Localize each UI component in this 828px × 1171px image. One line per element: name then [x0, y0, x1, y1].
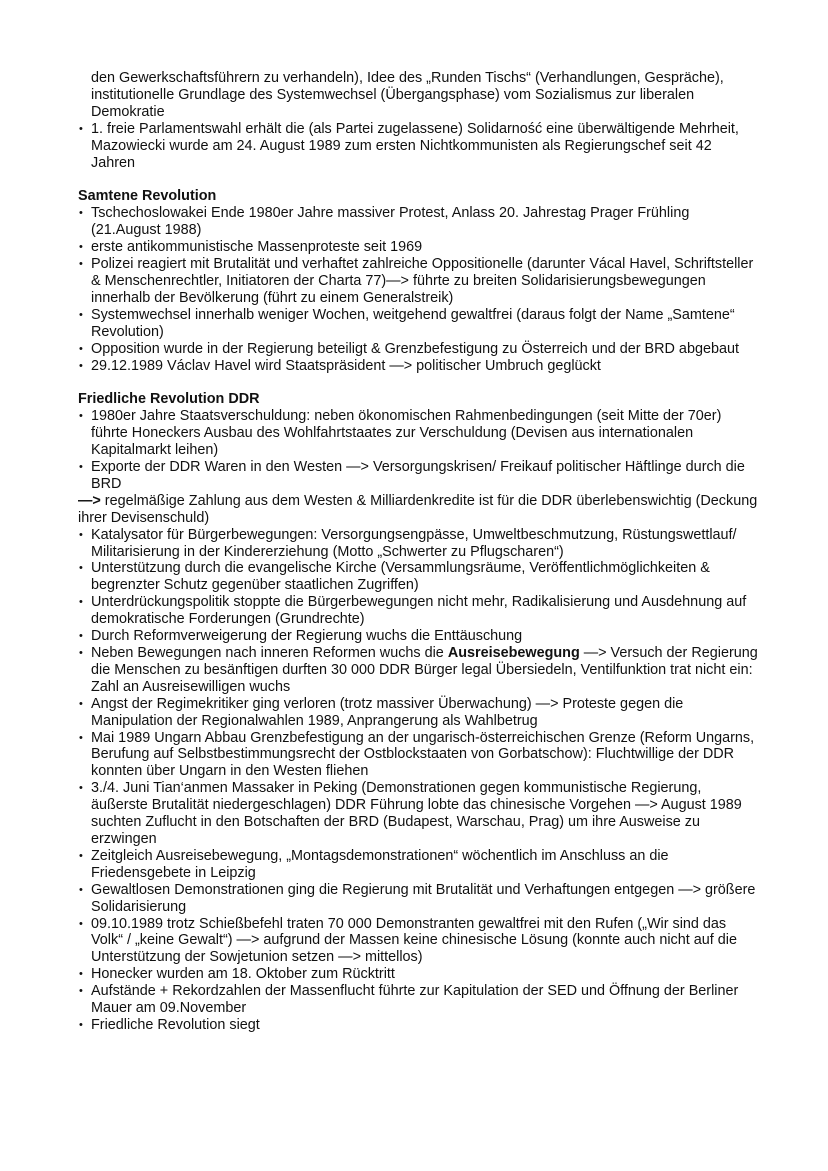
section-heading-friedliche-revolution: Friedliche Revolution DDR [78, 391, 260, 408]
ausreise-text-after: —> Versuch der Regierung die Menschen zu besänftigen durften 30 000 DDR Bürger legal Übersiedeln, Ventilfunktion trat nicht ein: Zahl an Ausreisewilligen wuchs [91, 645, 758, 695]
list-item: • Durch Reformverweigerung der Regierung wuchs die Enttäuschung [78, 628, 758, 645]
list-item: • 3./4. Juni Tian‘anmen Massaker in Peking (Demonstrationen gegen kommunistische Regierung, äußerste Brutalität niedergeschlagen) DDR Führung lobte das chinesische Vorgehen —> August 1989 suchten Zuflucht in den Botschaften der BRD (Budapest, Warschau, Prag) um ihre Ausweise zu erzwingen [78, 780, 758, 848]
list-item: • 1980er Jahre Staatsverschuldung: neben ökonomischen Rahmenbedingungen (seit Mitte der 70er) führte Honeckers Ausbau des Wohlfahrtstaates zur Verschuldung (Devisen aus internationalen Kapitalmarkt leihen) [78, 408, 758, 459]
list-item: • Opposition wurde in der Regierung beteiligt & Grenzbefestigung zu Österreich und der BRD abgebaut [78, 341, 758, 358]
ddr-list-b [78, 527, 758, 1034]
list-item: • Gewaltlosen Demonstrationen ging die Regierung mit Brutalität und Verhaftungen entgegen —> größere Solidarisierung [78, 882, 758, 916]
document-body [78, 70, 758, 1034]
list-item-ausreisebewegung [78, 645, 758, 696]
intro-list [78, 121, 758, 172]
list-item: • 1. freie Parlamentswahl erhält die (als Partei zugelassene) Solidarność eine überwältigende Mehrheit, Mazowiecki wurde am 24. August 1989 zum ersten Nichtkommunisten als Regierungschef seit 42 Jahren [78, 121, 758, 172]
list-item: • Honecker wurden am 18. Oktober zum Rücktritt [78, 966, 758, 983]
samtene-revolution-list [78, 205, 758, 374]
list-item: • Katalysator für Bürgerbewegungen: Versorgungsengpässe, Umweltbeschmutzung, Rüstungswettlauf/ Militarisierung in der Kindererziehung (Motto „Schwerter zu Pflugscharen“) [78, 527, 758, 561]
ausreise-bold-term: Ausreisebewegung [447, 645, 580, 661]
note-text: regelmäßige Zahlung aus dem Westen & Milliardenkredite ist für die DDR überlebenswichtig (Deckung ihrer Devisenschuld) [78, 492, 758, 526]
arrow-marker: —> [78, 492, 101, 509]
list-item: • Tschechoslowakei Ende 1980er Jahre massiver Protest, Anlass 20. Jahrestag Prager Frühling (21.August 1988) [78, 205, 758, 239]
list-item: • Aufstände + Rekordzahlen der Massenflucht führte zur Kapitulation der SED und Öffnung der Berliner Mauer am 09.November [78, 983, 758, 1017]
list-item: • Mai 1989 Ungarn Abbau Grenzbefestigung an der ungarisch-österreichischen Grenze (Reform Ungarns, Berufung auf Selbstbestimmungsrecht der Ostblockstaaten von Gorbatschow): Fluchtwillige der DDR konnten über Ungarn in den Westen fliehen [78, 730, 758, 781]
ddr-list-a [78, 408, 758, 493]
intro-continuation: den Gewerkschaftsführern zu verhandeln), Idee des „Runden Tischs“ (Verhandlungen, Gespräche), institutionelle Grundlage des Systemwechsel (Übergangsphase) vom Sozialismus zur liberalen Demokratie [91, 70, 724, 120]
note-paragraph [78, 493, 758, 527]
list-item: • Unterdrückungspolitik stoppte die Bürgerbewegungen nicht mehr, Radikalisierung und Ausdehnung auf demokratische Forderungen (Grundrechte) [78, 594, 758, 628]
section-heading-samtene-revolution: Samtene Revolution [78, 188, 217, 205]
list-item: • Polizei reagiert mit Brutalität und verhaftet zahlreiche Oppositionelle (darunter Vácal Havel, Schriftsteller & Menschenrechtler, Initiatoren der Charta 77)—> führte zu breiten Solidarisierungsbewegungen innerhalb der Bevölkerung (führt zu einem Generalstreik) [78, 256, 758, 307]
list-item: • 09.10.1989 trotz Schießbefehl traten 70 000 Demonstranten gewaltfrei mit den Rufen („Wir sind das Volk“ / „keine Gewalt“) —> aufgrund der Massen keine chinesische Lösung (konnte auch nicht auf die Unterstützung der Sowjetunion setzen —> mittellos) [78, 916, 758, 967]
list-item: • 29.12.1989 Václav Havel wird Staatspräsident —> politischer Umbruch geglückt [78, 358, 758, 375]
list-item: • Friedliche Revolution siegt [78, 1017, 758, 1034]
list-item: • Unterstützung durch die evangelische Kirche (Versammlungsräume, Veröffentlichmöglichkeiten & begrenzter Schutz gegenüber staatlichen Zugriffen) [78, 560, 758, 594]
ausreise-text-before: Neben Bewegungen nach inneren Reformen wuchs die [91, 645, 448, 661]
list-item: • Angst der Regimekritiker ging verloren (trotz massiver Überwachung) —> Proteste gegen die Manipulation der Regionalwahlen 1989, Anprangerung als Wahlbetrug [78, 696, 758, 730]
list-item: • Systemwechsel innerhalb weniger Wochen, weitgehend gewaltfrei (daraus folgt der Name „Samtene“ Revolution) [78, 307, 758, 341]
list-item: • erste antikommunistische Massenproteste seit 1969 [78, 239, 758, 256]
list-item: • Zeitgleich Ausreisebewegung, „Montagsdemonstrationen“ wöchentlich im Anschluss an die Friedensgebete in Leipzig [78, 848, 758, 882]
list-item: • Exporte der DDR Waren in den Westen —> Versorgungskrisen/ Freikauf politischer Häftlinge durch die BRD [78, 459, 758, 493]
